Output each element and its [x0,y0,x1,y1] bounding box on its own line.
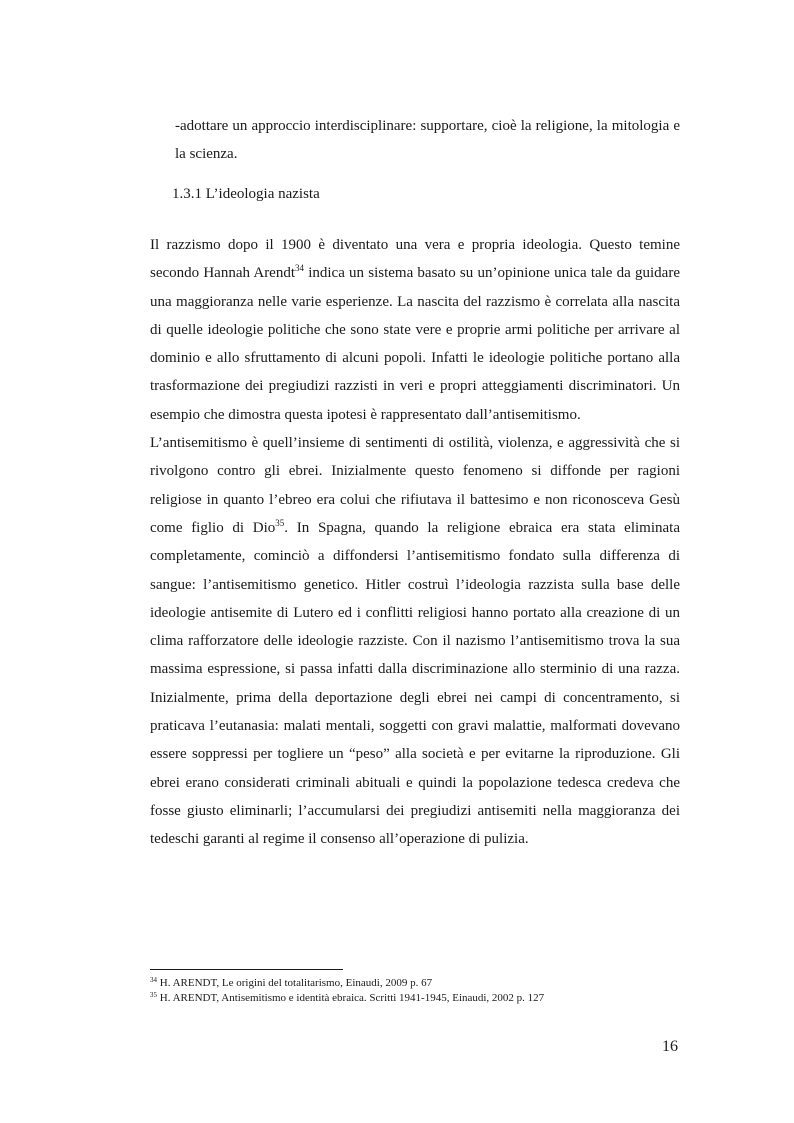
paragraph-text: . In Spagna, quando la religione ebraica era stata eliminata completamente, cominciò a diffondersi l’antisemitismo fondato sulla differenza di sangue: l’antisemitismo genetico. Hitler costruì l’ideologia razzista sulla base delle ideologie antisemite di Lutero ed i conflitti religiosi hanno portato alla creazione di un clima rafforzatore delle ideologie razziste. Con il nazismo l’antisemitismo trova la sua massima espressione, si passa infatti dalla discriminazione allo sterminio di una razza. Inizialmente, prima della deportazione degli ebrei nei campi di concentramento, si praticava l’eutanasia: malati mentali, soggetti con gravi malattie, malformati dovevano essere soppressi per togliere un “peso” alla società e per evitarne la riproduzione. Gli ebrei erano considerati criminali abituali e quindi la popolazione tedesca credeva che fosse giusto eliminarli; l’accumularsi dei pregiudizi antisemiti nella maggioranza dei tedeschi garanti al regime il consenso all’operazione di pulizia. [150,519,680,848]
footnote [150,976,710,991]
paragraph-racism [150,231,680,429]
footnote-number: 34 [150,976,157,984]
footnote-text: H. ARENDT, Antisemitismo e identità ebraica. Scritti 1941-1945, Einaudi, 2002 p. 127 [157,992,545,1004]
footnote-number: 35 [150,991,157,999]
section-heading: 1.3.1 L’ideologia nazista [172,186,320,202]
paragraph-text: L’antisemitismo è quell’insieme di sentimenti di ostilità, violenza, e aggressività che si rivolgono contro gli ebrei. Inizialmente questo fenomeno si diffonde per ragioni religiose in quanto l’ebreo era colui che rifiutava il battesimo e non riconosceva Gesù come figlio di Dio [150,435,680,536]
paragraph-text: Il razzismo dopo il 1900 è diventato una vera e propria ideologia. Questo temine secondo Hannah Arendt [150,237,680,282]
footnote [150,991,710,1006]
footnotes [150,976,710,1006]
footnote-ref[interactable]: 35 [275,517,285,528]
footnote-separator [150,969,343,970]
paragraph-antisemitism [150,429,680,853]
footnote-ref[interactable]: 34 [295,263,305,274]
page-number: 16 [662,1038,678,1055]
paragraph-text: indica un sistema basato su un’opinione unica tale da guidare una maggioranza nelle varie esperienze. La nascita del razzismo è correlata alla nascita di quelle ideologie politiche che sono state vere e proprie armi politiche per arrivare al dominio e allo sfruttamento di alcuni popoli. Infatti le ideologie politiche portano alla trasformazione dei pregiudizi razzisti in veri e propri atteggiamenti discriminatori. Un esempio che dimostra questa ipotesi è rappresentato dall’antisemitismo. [150,265,680,423]
body-text [150,231,680,854]
continued-list-item: -adottare un approccio interdisciplinare: supportare, cioè la religione, la mitologia e la scienza. [175,118,680,162]
footnote-text: H. ARENDT, Le origini del totalitarismo, Einaudi, 2009 p. 67 [157,977,433,989]
